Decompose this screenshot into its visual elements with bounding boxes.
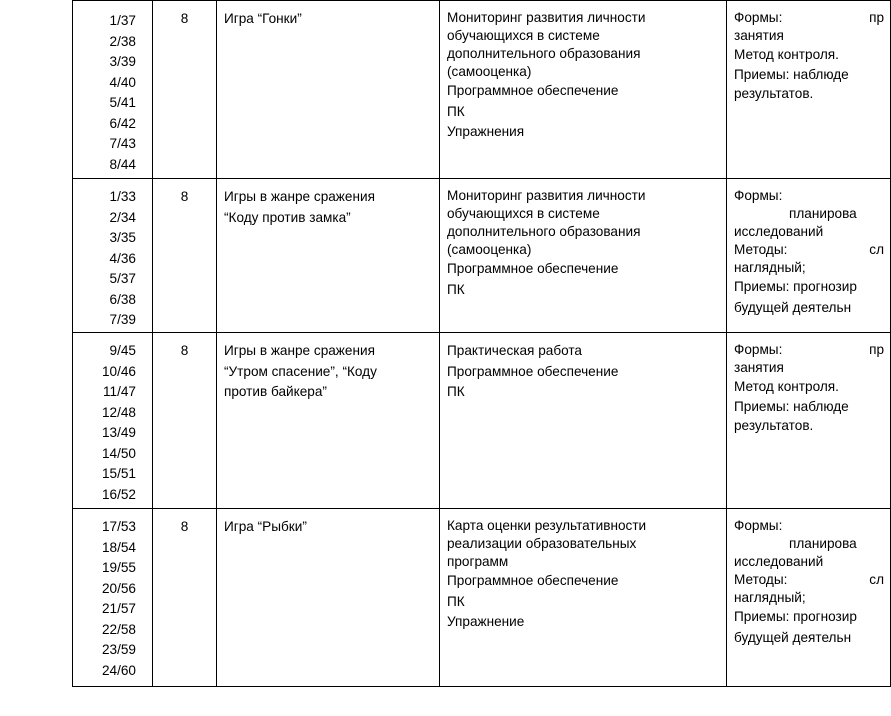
control-line: Программное обеспечение	[447, 261, 619, 276]
control-cell	[440, 333, 727, 509]
control-line: ПК	[447, 281, 465, 297]
topic-line: “Утром спасение”, “Коду	[224, 363, 377, 379]
lesson-number: 19/55	[101, 560, 136, 575]
lesson-number: 24/60	[101, 662, 136, 678]
hours-cell: 8	[153, 509, 217, 687]
forms-line: Формы:	[734, 188, 783, 203]
lesson-number: 7/43	[109, 136, 136, 151]
forms-line: Формы:	[734, 518, 783, 533]
forms-line: будущей деятельн	[734, 299, 852, 315]
forms-line: Приемы: прогнозир	[734, 279, 857, 294]
forms-cell	[727, 333, 891, 509]
table-row	[73, 179, 891, 333]
forms-cell	[727, 509, 891, 687]
lesson-number: 4/40	[109, 74, 136, 90]
topic-line: Игра “Рыбки”	[224, 519, 307, 534]
topic-line: “Коду против замка”	[224, 209, 351, 225]
forms-line: Приемы: прогнозир	[734, 609, 857, 624]
lesson-number: 17/53	[101, 519, 136, 534]
forms-line: будущей деятельн	[734, 629, 852, 645]
lesson-number: 16/52	[101, 486, 136, 502]
control-line: дополнительного образования	[447, 224, 641, 239]
lesson-number: 6/42	[109, 115, 136, 131]
lesson-numbers-cell	[73, 333, 153, 509]
lesson-number: 7/39	[109, 312, 136, 327]
table-row	[73, 509, 891, 687]
forms-line: планирова	[789, 536, 857, 551]
lesson-number: 21/57	[101, 601, 136, 616]
lesson-number: 18/54	[101, 539, 136, 555]
forms-line: Приемы: наблюде	[734, 398, 849, 414]
lesson-number: 9/45	[109, 343, 136, 358]
control-line: программ	[447, 554, 509, 569]
control-cell	[440, 509, 727, 687]
forms-line: результатов.	[734, 85, 814, 101]
program-table	[72, 0, 891, 687]
hours-cell: 8	[153, 1, 217, 179]
forms-line: занятия	[734, 360, 784, 375]
lesson-number: 1/37	[109, 13, 136, 28]
lesson-number: 20/56	[101, 580, 136, 596]
control-line: обучающихся в системе	[447, 28, 600, 43]
lesson-number: 3/35	[109, 230, 136, 245]
forms-line: исследований	[734, 224, 824, 239]
forms-line: наглядный;	[734, 260, 806, 275]
control-cell	[440, 179, 727, 333]
control-line: Мониторинг развития личности	[447, 10, 646, 25]
control-line: ПК	[447, 103, 465, 119]
topic-cell	[217, 1, 440, 179]
lesson-number: 5/37	[109, 271, 136, 286]
lesson-number: 13/49	[101, 425, 136, 440]
forms-line: Метод контроля.	[734, 379, 839, 394]
control-line: (самооценка)	[447, 242, 532, 257]
lesson-numbers-cell	[73, 179, 153, 333]
forms-cell	[727, 1, 891, 179]
forms-line: Формы: пр	[734, 342, 884, 357]
lesson-number: 3/39	[109, 54, 136, 69]
topic-line: против байкера”	[224, 384, 327, 399]
forms-cell	[727, 179, 891, 333]
topic-line: Игра “Гонки”	[224, 11, 302, 26]
hours-cell: 8	[153, 179, 217, 333]
lesson-number: 4/36	[109, 250, 136, 266]
topic-cell	[217, 179, 440, 333]
topic-cell	[217, 509, 440, 687]
control-line: Упражнения	[447, 124, 525, 139]
lesson-numbers-cell	[73, 509, 153, 687]
table-row	[73, 333, 891, 509]
forms-line: Формы: пр	[734, 10, 884, 25]
lesson-number: 1/33	[109, 189, 136, 204]
control-line: обучающихся в системе	[447, 206, 600, 221]
lesson-number: 6/38	[109, 291, 136, 307]
control-line: Программное обеспечение	[447, 83, 619, 98]
forms-line: Приемы: наблюде	[734, 66, 849, 82]
lesson-number: 14/50	[101, 445, 136, 461]
lesson-number: 10/46	[101, 363, 136, 379]
lesson-number: 2/34	[109, 209, 136, 225]
lesson-number: 15/51	[101, 466, 136, 481]
lesson-number: 12/48	[101, 404, 136, 420]
forms-line: занятия	[734, 28, 784, 43]
control-line: Карта оценки результативности	[447, 518, 647, 533]
topic-line: Игры в жанре сражения	[224, 189, 375, 204]
lesson-number: 2/38	[109, 33, 136, 49]
control-line: Программное обеспечение	[447, 573, 619, 588]
control-line: ПК	[447, 384, 465, 399]
control-line: дополнительного образования	[447, 46, 641, 61]
hours-cell: 8	[153, 333, 217, 509]
lesson-number: 8/44	[109, 156, 136, 172]
control-cell	[440, 1, 727, 179]
control-line: реализации образовательных	[447, 536, 637, 551]
lesson-number: 23/59	[101, 642, 136, 657]
forms-line: результатов.	[734, 417, 814, 433]
forms-line: наглядный;	[734, 590, 806, 605]
lesson-number: 11/47	[102, 384, 136, 399]
lesson-number: 5/41	[109, 95, 136, 110]
forms-line: исследований	[734, 554, 824, 569]
control-line: Упражнение	[447, 614, 525, 629]
control-line: Программное обеспечение	[447, 363, 619, 379]
control-line: (самооценка)	[447, 64, 532, 79]
lesson-number: 22/58	[101, 621, 136, 637]
forms-line: Методы: сл	[734, 572, 884, 587]
forms-line: Метод контроля.	[734, 47, 839, 62]
control-line: Мониторинг развития личности	[447, 188, 646, 203]
control-line: Практическая работа	[447, 343, 582, 358]
control-line: ПК	[447, 593, 465, 609]
topic-cell	[217, 333, 440, 509]
topic-line: Игры в жанре сражения	[224, 343, 375, 358]
table-row	[73, 1, 891, 179]
lesson-numbers-cell	[73, 1, 153, 179]
forms-line: Методы: сл	[734, 242, 884, 257]
forms-line: планирова	[789, 206, 857, 221]
